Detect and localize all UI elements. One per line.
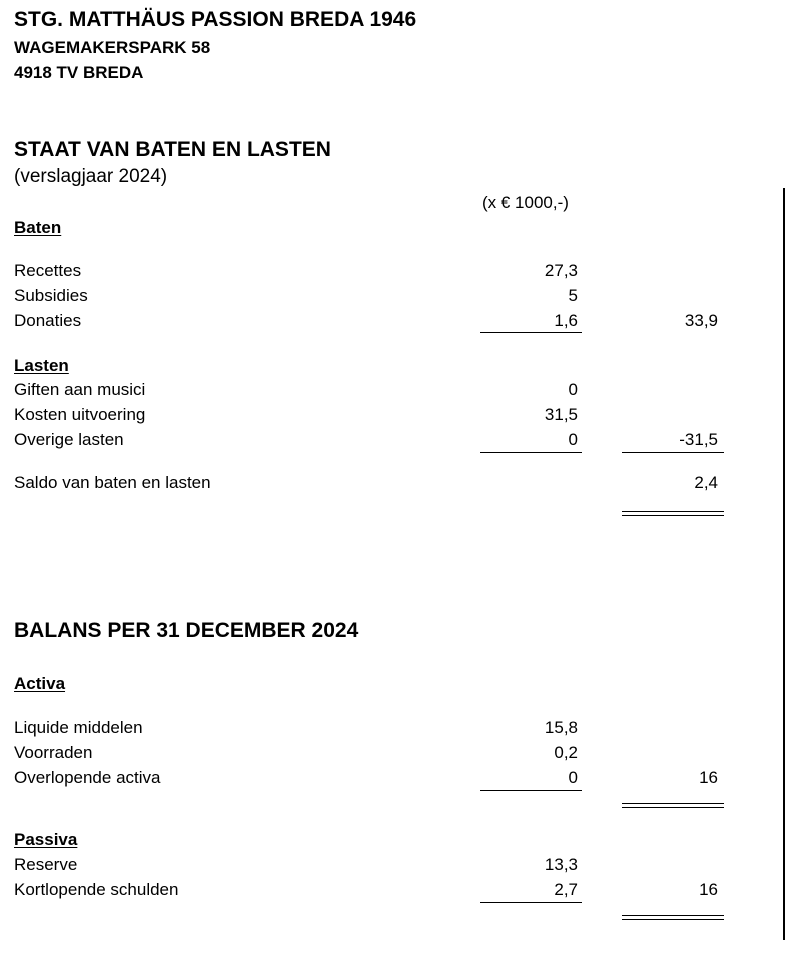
organization-name: STG. MATTHÄUS PASSION BREDA 1946: [14, 8, 417, 31]
value-kortlopende: 2,7: [554, 880, 578, 899]
right-margin-line: [783, 188, 785, 940]
lasten-total-rule: [622, 452, 724, 453]
saldo-double-rule: [622, 511, 724, 516]
value-reserve: 13,3: [544, 855, 578, 874]
activa-total: 16: [699, 768, 718, 787]
value-overige-lasten: 0: [568, 430, 578, 449]
value-kosten: 31,5: [544, 405, 578, 424]
activa-subtotal-rule: [480, 790, 582, 791]
baten-subtotal-rule: [480, 332, 582, 333]
passiva-heading: Passiva: [14, 830, 78, 849]
address-street: WAGEMAKERSPARK 58: [14, 38, 211, 57]
lasten-subtotal-rule: [480, 452, 582, 453]
row-label-saldo: Saldo van baten en lasten: [14, 473, 211, 492]
unit-note: (x € 1000,-): [482, 193, 569, 212]
activa-heading: Activa: [14, 674, 66, 693]
row-label-reserve: Reserve: [14, 855, 78, 874]
value-subsidies: 5: [568, 286, 578, 305]
passiva-total: 16: [699, 880, 718, 899]
row-label-giften: Giften aan musici: [14, 380, 146, 399]
report-year-subtitle: (verslagjaar 2024): [14, 166, 168, 187]
balance-sheet-title: BALANS PER 31 DECEMBER 2024: [14, 619, 359, 642]
passiva-subtotal-rule: [480, 902, 582, 903]
passiva-double-rule: [622, 915, 724, 920]
row-label-recettes: Recettes: [14, 261, 82, 280]
row-label-subsidies: Subsidies: [14, 286, 88, 305]
lasten-heading: Lasten: [14, 356, 69, 375]
row-label-liquide: Liquide middelen: [14, 718, 143, 737]
saldo-value: 2,4: [694, 473, 718, 492]
lasten-total: -31,5: [679, 430, 718, 449]
value-liquide: 15,8: [544, 718, 578, 737]
row-label-donaties: Donaties: [14, 311, 82, 330]
value-donaties: 1,6: [554, 311, 578, 330]
baten-total: 33,9: [684, 311, 718, 330]
value-giften: 0: [568, 380, 578, 399]
row-label-kortlopende: Kortlopende schulden: [14, 880, 179, 899]
row-label-overlopende-activa: Overlopende activa: [14, 768, 161, 787]
activa-double-rule: [622, 803, 724, 808]
row-label-overige-lasten: Overige lasten: [14, 430, 124, 449]
baten-heading: Baten: [14, 218, 62, 237]
value-recettes: 27,3: [544, 261, 578, 280]
row-label-voorraden: Voorraden: [14, 743, 93, 762]
income-statement-title: STAAT VAN BATEN EN LASTEN: [14, 138, 331, 161]
address-city: 4918 TV BREDA: [14, 63, 144, 82]
row-label-kosten: Kosten uitvoering: [14, 405, 146, 424]
value-voorraden: 0,2: [554, 743, 578, 762]
value-overlopende-activa: 0: [568, 768, 578, 787]
